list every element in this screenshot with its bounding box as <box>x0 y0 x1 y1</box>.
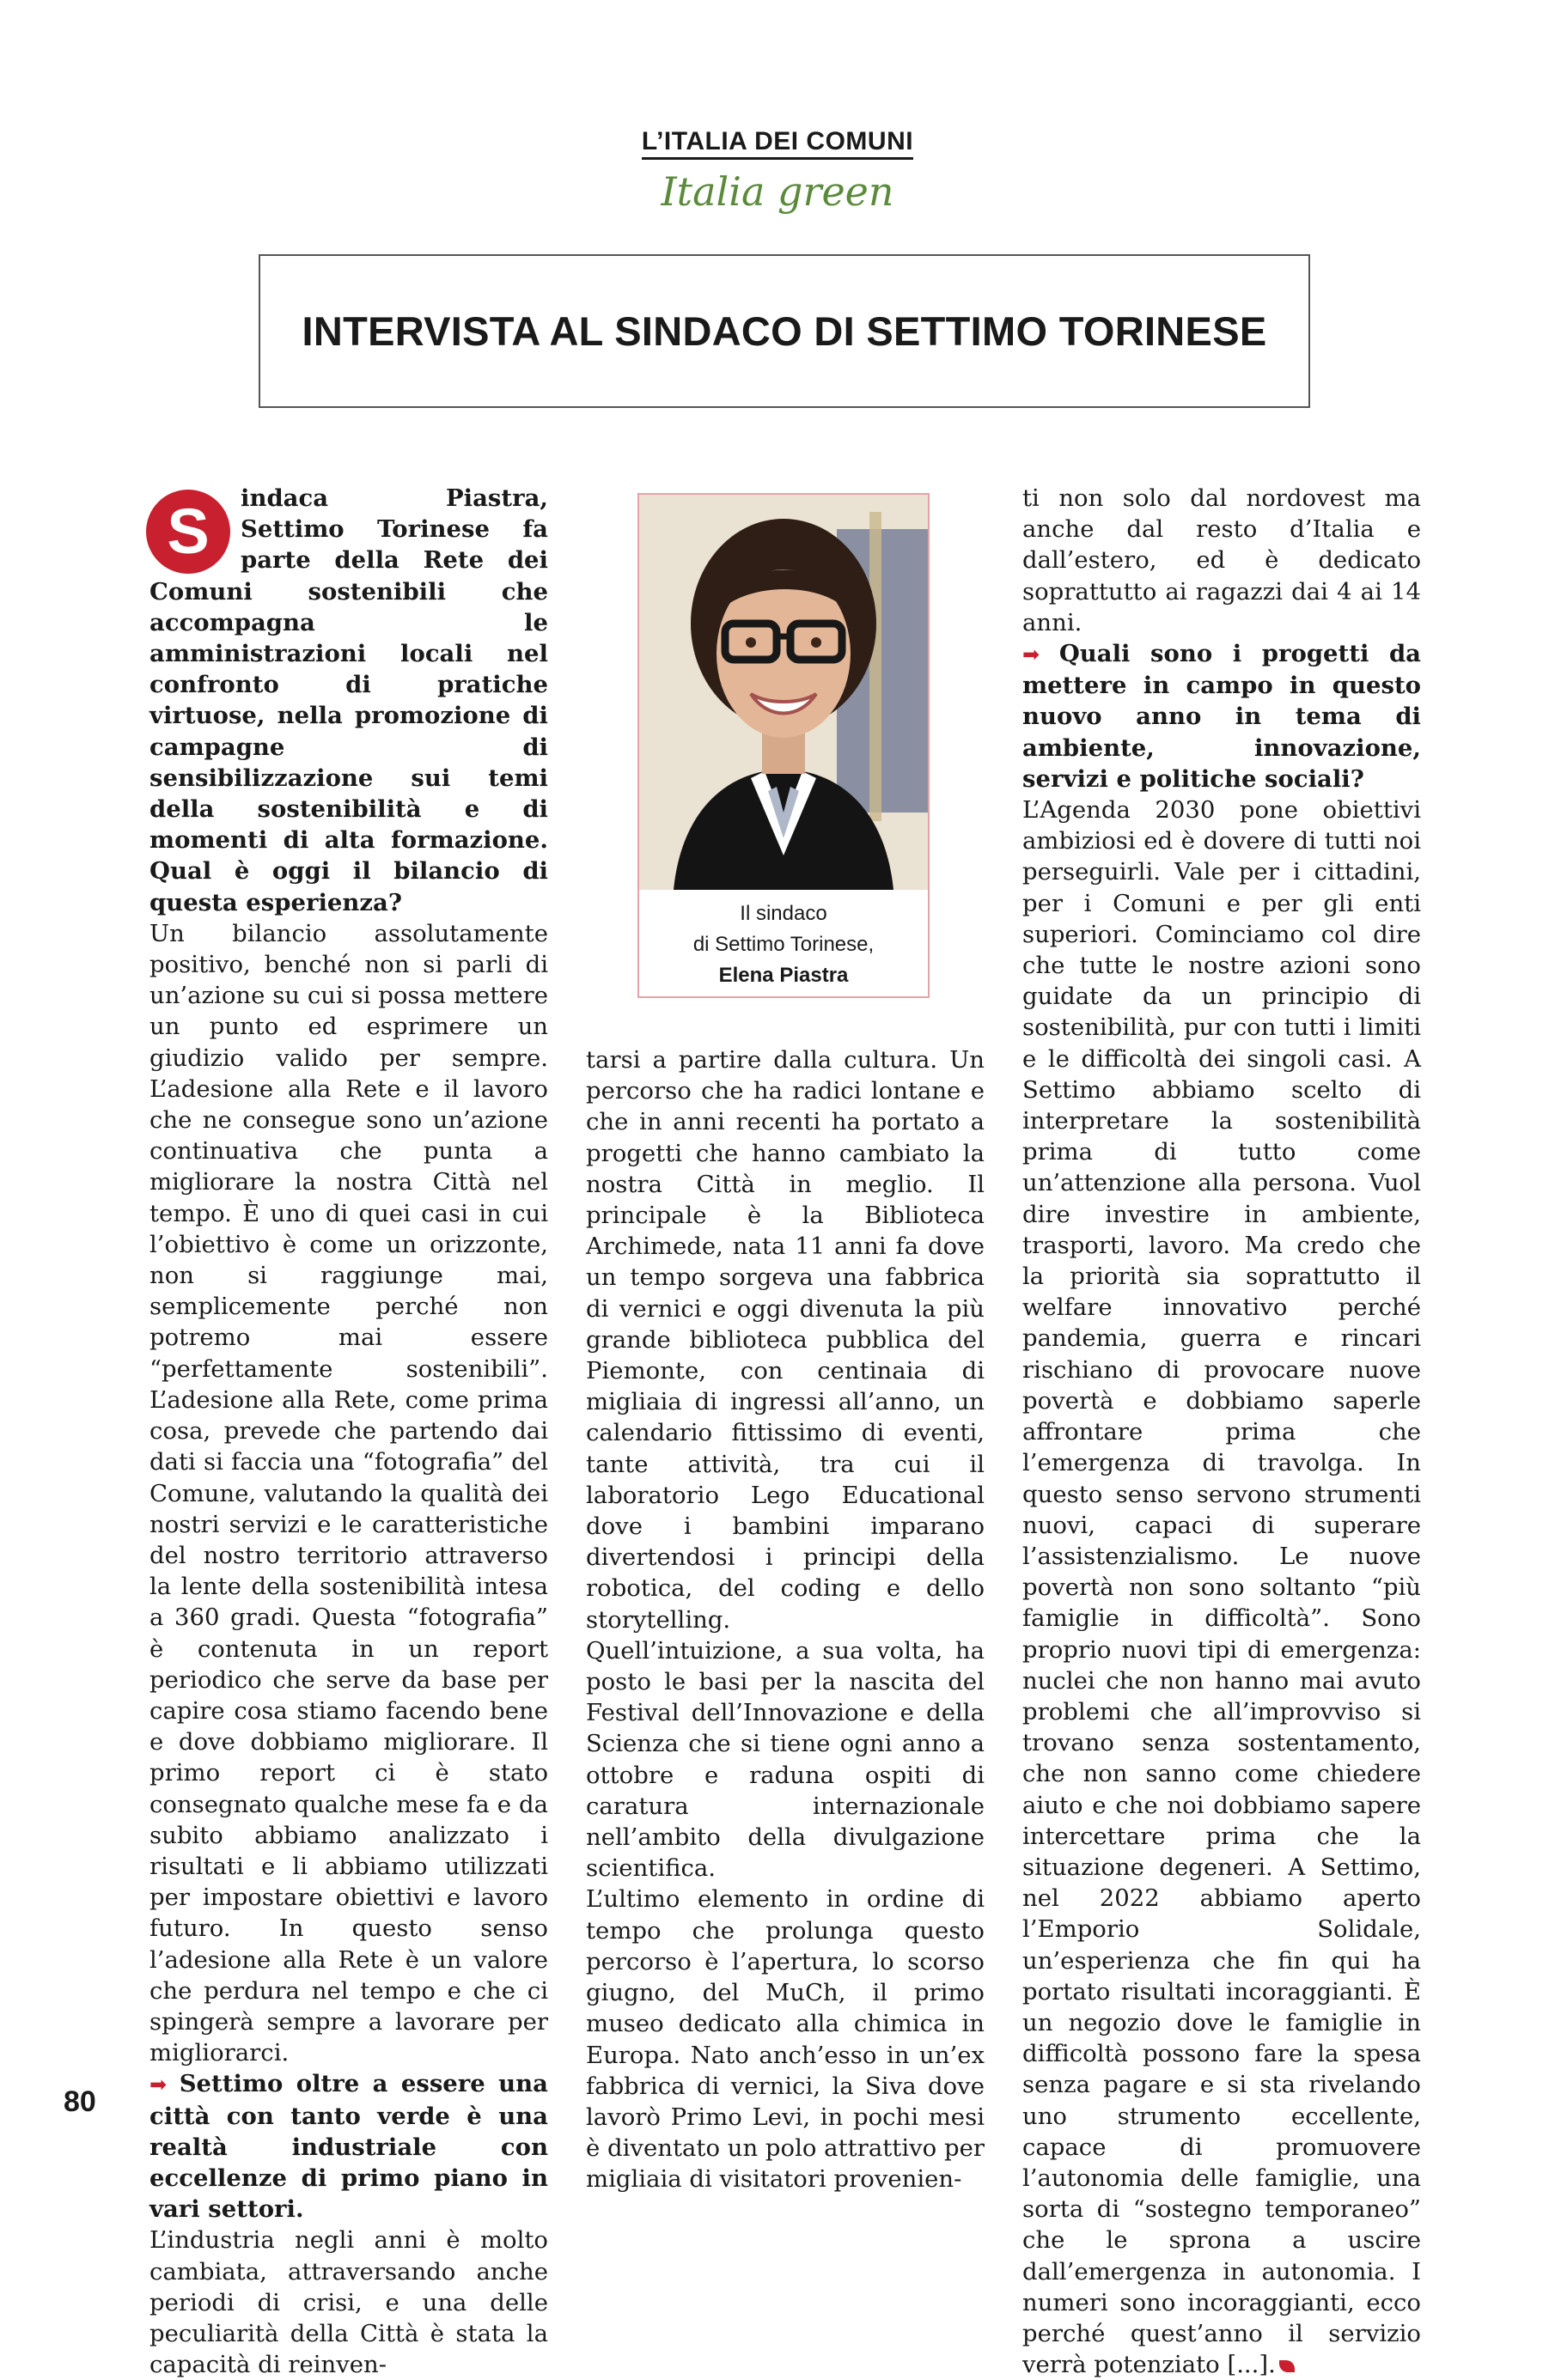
paragraph-col2-1: tarsi a partire dalla cultura. Un percorso che ha radici lontane e che in anni recenti ha portato a progetti che hanno cambiato la nostra Città in meglio. Il principale è la Biblioteca Archimede, nata 11 anni fa dove un tempo sorgeva una fabbrica di vernici e oggi divenuta la più grande biblioteca pubblica del Piemonte, con centinaia di migliaia di ingressi all’anno, un calendario fittissimo di eventi, tante attività, tra cui il laboratorio Lego Educational dove i bambini imparano divertendosi i principi della robotica, del coding e dello storytelling. <box>586 1046 985 1634</box>
mayor-photo <box>639 495 928 890</box>
answer-1: Un bilancio assolutamente positivo, benché non si parli di un’azione su cui si possa mettere un punto ed esprimere un giudizio valido per sempre. L’adesione alla Rete e il lavoro che ne consegue sono un’azione continuativa che punta a migliorare la nostra Città nel tempo. È uno di quei casi in cui l’obiettivo è come un orizzonte, non si raggiunge mai, semplicemente perché non potremo mai essere “perfettamente sostenibili”. L’adesione alla Rete, come prima cosa, prevede che partendo dai dati si faccia una “fotografia” del Comune, valutando la qualità dei nostri servizi e le caratteristiche del nostro territorio attraverso la lente della sostenibilità intesa a 360 gradi. Questa “fotografia” è contenuta in un report periodico che serve da base per capire cosa stiamo facendo bene e dove dobbiamo migliorare. Il primo report ci è stato consegnato qualche mese fa e da subito abbiamo analizzato i risultati e li abbiamo utilizzati per impostare obiettivi e lavoro futuro. In questo senso l’adesione alla Rete è un valore che perdura nel tempo e che ci spingerà sempre a lavorare per migliorarci. <box>149 919 548 2067</box>
section-label: L’ITALIA DEI COMUNI <box>0 127 1555 156</box>
drop-cap: S <box>146 490 230 574</box>
photo-frame <box>637 493 930 998</box>
question-3 <box>1022 638 1421 794</box>
article-title: INTERVISTA AL SINDACO DI SETTIMO TORINESE <box>302 308 1267 354</box>
column-3 <box>1022 483 1421 2380</box>
paragraph-col3-1: ti non solo dal nordovest ma anche dal resto d’Italia e dall’estero, ed è dedicato soprattutto ai ragazzi dai 4 ai 14 anni. <box>1022 484 1421 636</box>
answer-3 <box>1022 794 1421 2380</box>
answer-3-text: L’Agenda 2030 pone obiettivi ambiziosi ed è dovere di tutti noi perseguirli. Vale per i cittadini, per i Comuni e per gli enti superiori. Cominciamo col dire che tutte le nostre azioni sono guidate da un principio di sostenibilità, pur con tutti i limiti e le difficoltà dei singoli casi. A Settimo abbiamo scelto di interpretare la sostenibilità prima di tutto come un’attenzione alla persona. Vuol dire investire in ambiente, trasporti, lavoro. Ma credo che la priorità sia soprattutto il welfare innovativo perché pandemia, guerra e rincari rischiano di provocare nuove povertà e dobbiamo saperle affrontare prima che l’emergenza di travolga. In questo senso servono strumenti nuovi, capaci di superare l’assistenzialismo. Le nuove povertà non sono soltanto “più famiglie in difficoltà”. Sono proprio nuovi tipi di emergenza: nuclei che non hanno mai avuto problemi che all’improvviso si trovano senza sostentamento, che non sanno come chiedere aiuto e che noi dobbiamo sapere intercettare prima che la situazione degeneri. A Settimo, nel 2022 abbiamo aperto l’Emporio Solidale, un’esperienza che fin qui ha portato risultati incoraggianti. È un negozio dove le famiglie in difficoltà possono fare la spesa senza pagare e si sta rivelando uno strumento eccellente, capace di promuovere l’autonomia delle famiglie, una sorta di “sostegno temporaneo” che le sprona a uscire dall’emergenza in autonomia. I numeri sono incoraggianti, ecco perché quest’anno il servizio verrà potenziato [...]. <box>1022 796 1421 2379</box>
paragraph-col2-2: Quell’intuizione, a sua volta, ha posto le basi per la nascita del Festival dell’Innovazione e della Scienza che si tiene ogni anno a ottobre e raduna ospiti di caratura internazionale nell’ambito della divulgazione scientifica. <box>586 1636 985 1883</box>
answer-2: L’industria negli anni è molto cambiata, attraversando anche periodi di crisi, e una delle peculiarità della Città è stata la capacità di reinven- <box>149 2226 548 2379</box>
question-2-text: Settimo oltre a essere una città con tanto verde è una realtà industriale con eccellenze di primo piano in vari settori. <box>149 2070 548 2224</box>
question-1-text: indaca Piastra, Settimo Torinese fa parte della Rete dei Comuni sostenibili che accompagna le amministrazioni locali nel confronto di pratiche virtuose, nella promozione di campagne di sensibilizzazione sui temi della sostenibilità e di momenti di alta formazione. Qual è oggi il bilancio di questa esperienza? <box>149 484 548 916</box>
column-1 <box>149 483 548 2380</box>
paragraph-col2-3: L’ultimo elemento in ordine di tempo che prolunga questo percorso è l’apertura, lo scorso giugno, del MuCh, il primo museo dedicato alla chimica in Europa. Nato anch’esso in un’ex fabbrica di vernici, la Siva dove lavorò Primo Levi, in pochi mesi è diventato un polo attrattivo per migliaia di visitatori provenien- <box>586 1885 985 2194</box>
caption-name: Elena Piastra <box>718 964 849 987</box>
question-2 <box>149 2068 548 2225</box>
question-3-text: Quali sono i progetti da mettere in campo in questo nuovo anno in tema di ambiente, innovazione, servizi e politiche sociali? <box>1022 640 1422 793</box>
column-2 <box>586 1044 985 2195</box>
section-subtitle: Italia green <box>661 168 894 215</box>
title-box <box>259 254 1310 408</box>
question-1 <box>149 483 548 918</box>
end-leaf-icon <box>1279 2360 1295 2372</box>
caption-line-1: Il sindaco <box>740 902 827 925</box>
page-number: 80 <box>64 2085 96 2118</box>
arrow-icon: ➡ <box>1022 642 1040 667</box>
arrow-icon: ➡ <box>149 2073 168 2097</box>
portrait-illustration <box>639 495 928 890</box>
caption-line-2: di Settimo Torinese, <box>692 933 875 956</box>
photo-caption <box>639 898 928 991</box>
